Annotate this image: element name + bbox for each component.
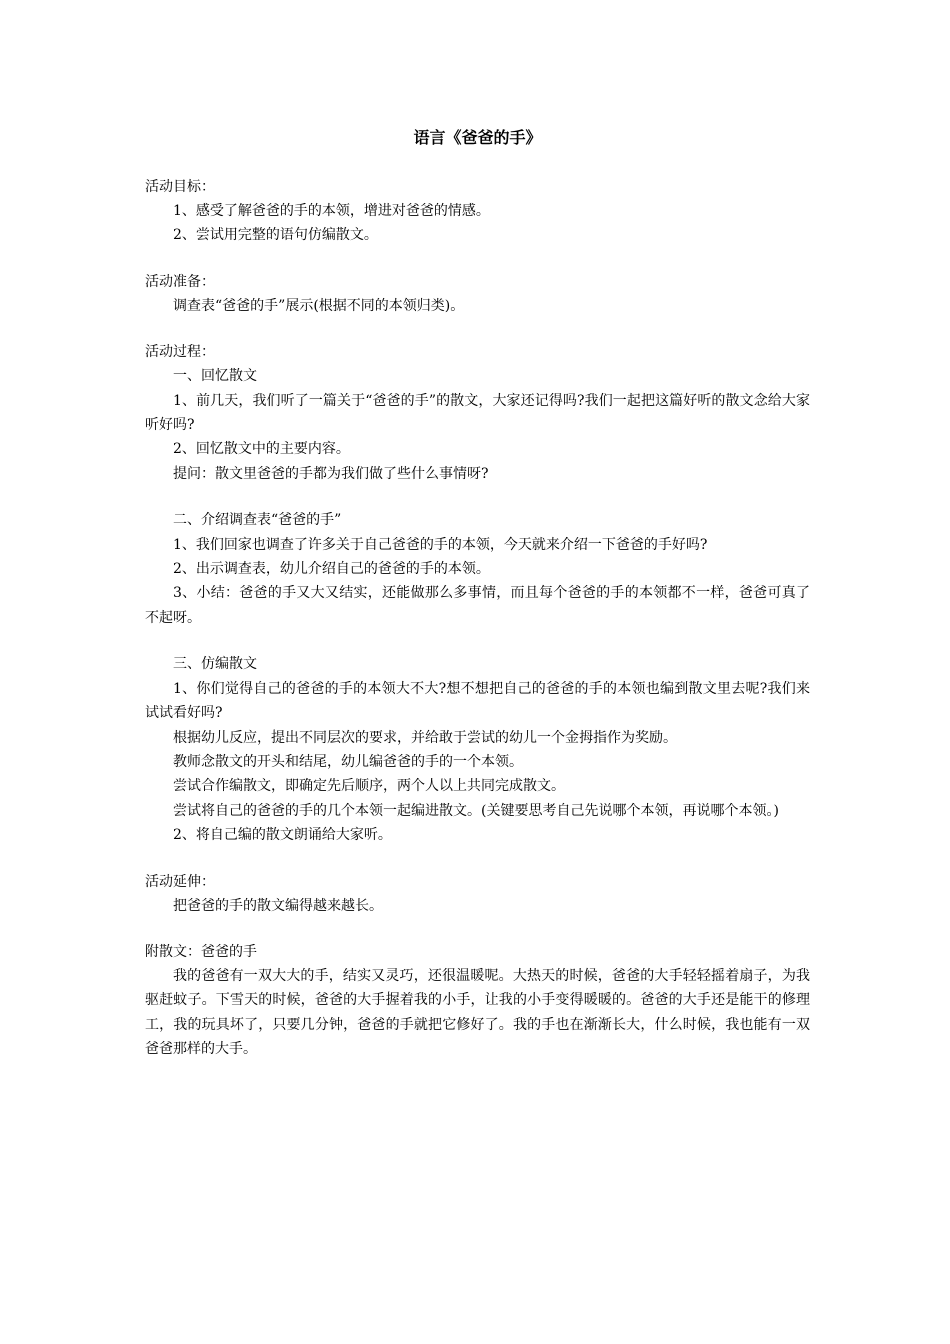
part-title: 二、介绍调查表“爸爸的手” xyxy=(173,512,342,529)
process-part-3 xyxy=(145,652,810,847)
part-item: 1、你们觉得自己的爸爸的手的本领大不大?想不想把自己的爸爸的手的本领也编到散文里去呢?我们来试试看好吗? xyxy=(145,680,810,722)
part-title: 三、仿编散文 xyxy=(173,656,257,673)
document-title: 语言《爸爸的手》 xyxy=(413,128,542,147)
part-item: 2、将自己编的散文朗诵给大家听。 xyxy=(173,827,392,844)
prep-item: 调查表“爸爸的手”展示(根据不同的本领归类)。 xyxy=(173,297,465,314)
goal-item: 1、感受了解爸爸的手的本领，增进对爸爸的情感。 xyxy=(173,203,490,219)
goal-item: 2、尝试用完整的语句仿编散文。 xyxy=(173,227,378,244)
appendix-text: 我的爸爸有一双大大的手，结实又灵巧，还很温暖呢。大热天的时候，爸爸的大手轻轻摇着扇子，为我驱赶蚊子。下雪天的时候，爸爸的大手握着我的小手，让我的小手变得暖暖的。爸爸的大手还是能干的修理工，我的玩具坏了，只要几分钟，爸爸的手就把它修好了。我的手也在渐渐长大，什么时候，我也能有一双爸爸那样的大手。 xyxy=(145,967,810,1058)
part-item: 3、小结：爸爸的手又大又结实，还能做那么多事情，而且每个爸爸的手的本领都不一样，爸爸可真了不起呀。 xyxy=(145,585,810,626)
part-item: 1、前几天，我们听了一篇关于“爸爸的手”的散文，大家还记得吗?我们一起把这篇好听的散文念给大家听好吗? xyxy=(145,392,810,434)
part-item: 教师念散文的开头和结尾，幼儿编爸爸的手的一个本领。 xyxy=(173,753,523,770)
part-item: 根据幼儿反应，提出不同层次的要求，并给敢于尝试的幼儿一个金拇指作为奖励。 xyxy=(173,729,677,746)
process-part-1 xyxy=(145,364,810,486)
appendix-heading: 附散文：爸爸的手 xyxy=(145,943,257,960)
process-heading: 活动过程： xyxy=(145,344,215,361)
part-item: 提问：散文里爸爸的手都为我们做了些什么事情呀? xyxy=(173,465,489,482)
section-process xyxy=(145,341,810,847)
goals-heading: 活动目标： xyxy=(145,179,215,195)
process-part-2 xyxy=(145,508,810,630)
extension-heading: 活动延伸： xyxy=(145,873,215,890)
part-item: 尝试将自己的爸爸的手的几个本领一起编进散文。(关键要思考自己先说哪个本领，再说哪个本领。) xyxy=(173,802,779,819)
section-prep xyxy=(145,271,810,318)
prep-heading: 活动准备： xyxy=(145,273,215,290)
section-goals xyxy=(145,176,810,248)
part-title: 一、回忆散文 xyxy=(173,368,257,385)
extension-item: 把爸爸的手的散文编得越来越长。 xyxy=(173,897,383,914)
part-item: 2、出示调查表，幼儿介绍自己的爸爸的手的本领。 xyxy=(173,561,490,578)
part-item: 尝试合作编散文，即确定先后顺序，两个人以上共同完成散文。 xyxy=(173,778,565,795)
section-appendix xyxy=(145,941,810,1062)
document-page xyxy=(145,124,810,1085)
section-extension xyxy=(145,871,810,918)
part-item: 1、我们回家也调查了许多关于自己爸爸的手的本领，今天就来介绍一下爸爸的手好吗? xyxy=(173,536,708,553)
part-item: 2、回忆散文中的主要内容。 xyxy=(173,441,350,458)
